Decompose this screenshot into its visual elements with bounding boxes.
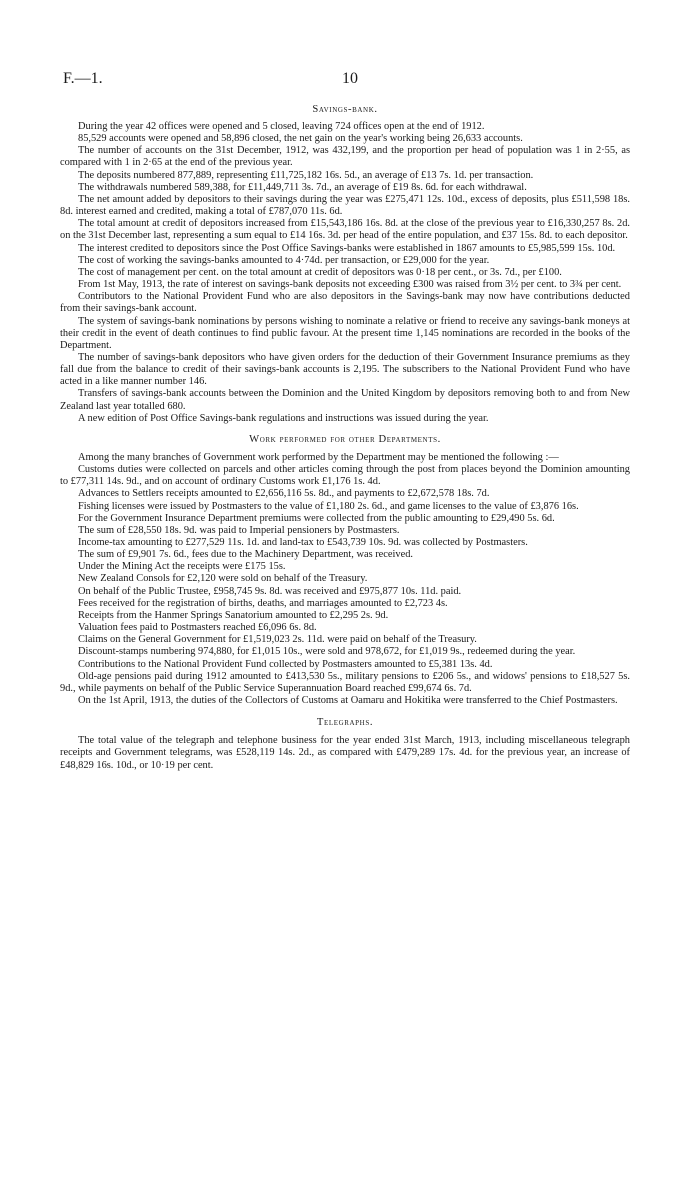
paragraph: Advances to Settlers receipts amounted to £2,656,116 5s. 8d., and payments to £2,672,578 18s. 7d. — [78, 488, 490, 500]
paragraph: Valuation fees paid to Postmasters reached £6,096 6s. 8d. — [78, 622, 317, 634]
paragraph: Contributors to the National Provident Fund who are also depositors in the Savings-bank may now have contributions deducted from their savings-bank account. — [60, 291, 630, 315]
paragraph: During the year 42 offices were opened and 5 closed, leaving 724 offices open at the end of 1912. — [78, 121, 485, 132]
section-heading-other-departments: Work performed for other Departments. — [249, 433, 441, 445]
paragraph: Among the many branches of Government work performed by the Department may be mentioned the following :— — [78, 451, 559, 463]
paragraph: The total amount at credit of depositors increased from £15,543,186 16s. 8d. at the close of the previous year to £16,330,257 8s. 2d. on the 31st December last, representing a sum equal to £14 16s. 3d. per head of the entire population, and £37 15s. 8d. to each depositor. — [60, 218, 630, 242]
paragraph: Customs duties were collected on parcels and other articles coming through the post from places beyond the Dominion amounting to £77,311 14s. 9d., and on account of ordinary Customs work £1,176 1s. 4d. — [60, 464, 630, 488]
paragraph: Claims on the General Government for £1,519,023 2s. 11d. were paid on behalf of the Treasury. — [78, 634, 477, 646]
section-heading-telegraphs: Telegraphs. — [316, 717, 374, 729]
paragraph: Income-tax amounting to £277,529 11s. 1d. and land-tax to £543,739 10s. 9d. was collected by Postmasters. — [78, 537, 528, 548]
paragraph: A new edition of Post Office Savings-bank regulations and instructions was issued during the year. — [78, 412, 489, 424]
paragraph: On behalf of the Public Trustee, £958,745 9s. 8d. was received and £975,877 10s. 11d. paid. — [78, 585, 462, 597]
paragraph: Discount-stamps numbering 974,880, for £1,015 10s., were sold and 978,672, for £1,019 9s., redeemed during the year. — [78, 646, 576, 658]
paragraph: On the 1st April, 1913, the duties of the Collectors of Customs at Oamaru and Hokitika were transferred to the Chief Postmasters. — [78, 695, 618, 707]
section-heading-savings-bank: Savings-bank. — [312, 104, 378, 115]
paragraph: The interest credited to depositors since the Post Office Savings-banks were established in 1867 amounts to £5,985,599 15s. 10d. — [78, 242, 616, 254]
paragraph: Fees received for the registration of births, deaths, and marriages amounted to £2,723 4s. — [78, 597, 448, 609]
document-reference: F.—1. — [63, 70, 103, 87]
paragraph: The system of savings-bank nominations by persons wishing to nominate a relative or friend to receive any savings-bank moneys at their credit in the event of death continues to find public favour. At the present time 1,145 nominations are recorded in the books of the Department. — [60, 315, 630, 351]
paragraph: The total value of the telegraph and telephone business for the year ended 31st March, 1913, including miscellaneous telegraph receipts and Government telegrams, was £528,119 14s. 2d., as compared with £479,289 17s. 4d. for the previous year, an increase of £48,829 16s. 10d., or 10·19 per cent. — [60, 735, 630, 771]
paragraph: The deposits numbered 877,889, representing £11,725,182 16s. 5d., an average of £13 7s. 1d. per transaction. — [78, 169, 534, 181]
report-body — [60, 104, 630, 772]
paragraph: Old-age pensions paid during 1912 amounted to £413,530 5s., military pensions to £206 5s., and widows' pensions to £18,527 5s. 9d., while payments on behalf of the Public Service Superannuation Board reached £99,674 6s. 7d. — [60, 670, 630, 694]
paragraph: For the Government Insurance Department premiums were collected from the public amounting to £29,490 5s. 6d. — [78, 512, 555, 524]
paragraph: New Zealand Consols for £2,120 were sold on behalf of the Treasury. — [78, 573, 368, 585]
paragraph: The sum of £28,550 18s. 9d. was paid to Imperial pensioners by Postmasters. — [78, 524, 400, 536]
paragraph: Receipts from the Hanmer Springs Sanatorium amounted to £2,295 2s. 9d. — [78, 609, 389, 621]
page-number: 10 — [342, 70, 358, 87]
paragraph: The cost of working the savings-banks amounted to 4·74d. per transaction, or £29,000 for the year. — [78, 254, 490, 266]
paragraph: The cost of management per cent. on the total amount at credit of depositors was 0·18 per cent., or 3s. 7d., per £100. — [78, 266, 562, 278]
paragraph: The number of savings-bank depositors who have given orders for the deduction of their Government Insurance premiums as they fall due from the balance to credit of their savings-bank accounts is 2,195. The subscribers to the National Provident Fund who have acted in a like manner number 146. — [60, 351, 630, 388]
running-head — [0, 70, 700, 90]
paragraph: Fishing licenses were issued by Postmasters to the value of £1,180 2s. 6d., and game licenses to the value of £3,876 16s. — [78, 500, 579, 512]
paragraph: From 1st May, 1913, the rate of interest on savings-bank deposits not exceeding £300 was raised from 3½ per cent. to 3¾ per cent. — [78, 279, 622, 291]
paragraph: Transfers of savings-bank accounts between the Dominion and the United Kingdom by depositors removing both to and from New Zealand last year totalled 680. — [60, 388, 630, 412]
paragraph: The sum of £9,901 7s. 6d., fees due to the Machinery Department, was received. — [78, 549, 413, 561]
paragraph: The net amount added by depositors to their savings during the year was £275,471 12s. 10d., excess of deposits, plus £511,598 18s. 8d. interest earned and credited, making a total of £787,070 11s. 6d. — [60, 193, 630, 218]
paragraph: The withdrawals numbered 589,388, for £11,449,711 3s. 7d., an average of £19 8s. 6d. for each withdrawal. — [78, 181, 527, 193]
paragraph: Contributions to the National Provident Fund collected by Postmasters amounted to £5,381 13s. 4d. — [78, 658, 493, 670]
paragraph: The number of accounts on the 31st December, 1912, was 432,199, and the proportion per head of population was 1 in 2·55, as compared with 1 in 2·65 at the end of the previous year. — [60, 145, 630, 169]
paragraph: Under the Mining Act the receipts were £175 15s. — [78, 561, 286, 573]
paragraph: 85,529 accounts were opened and 58,896 closed, the net gain on the year's working being 26,633 accounts. — [78, 133, 523, 145]
